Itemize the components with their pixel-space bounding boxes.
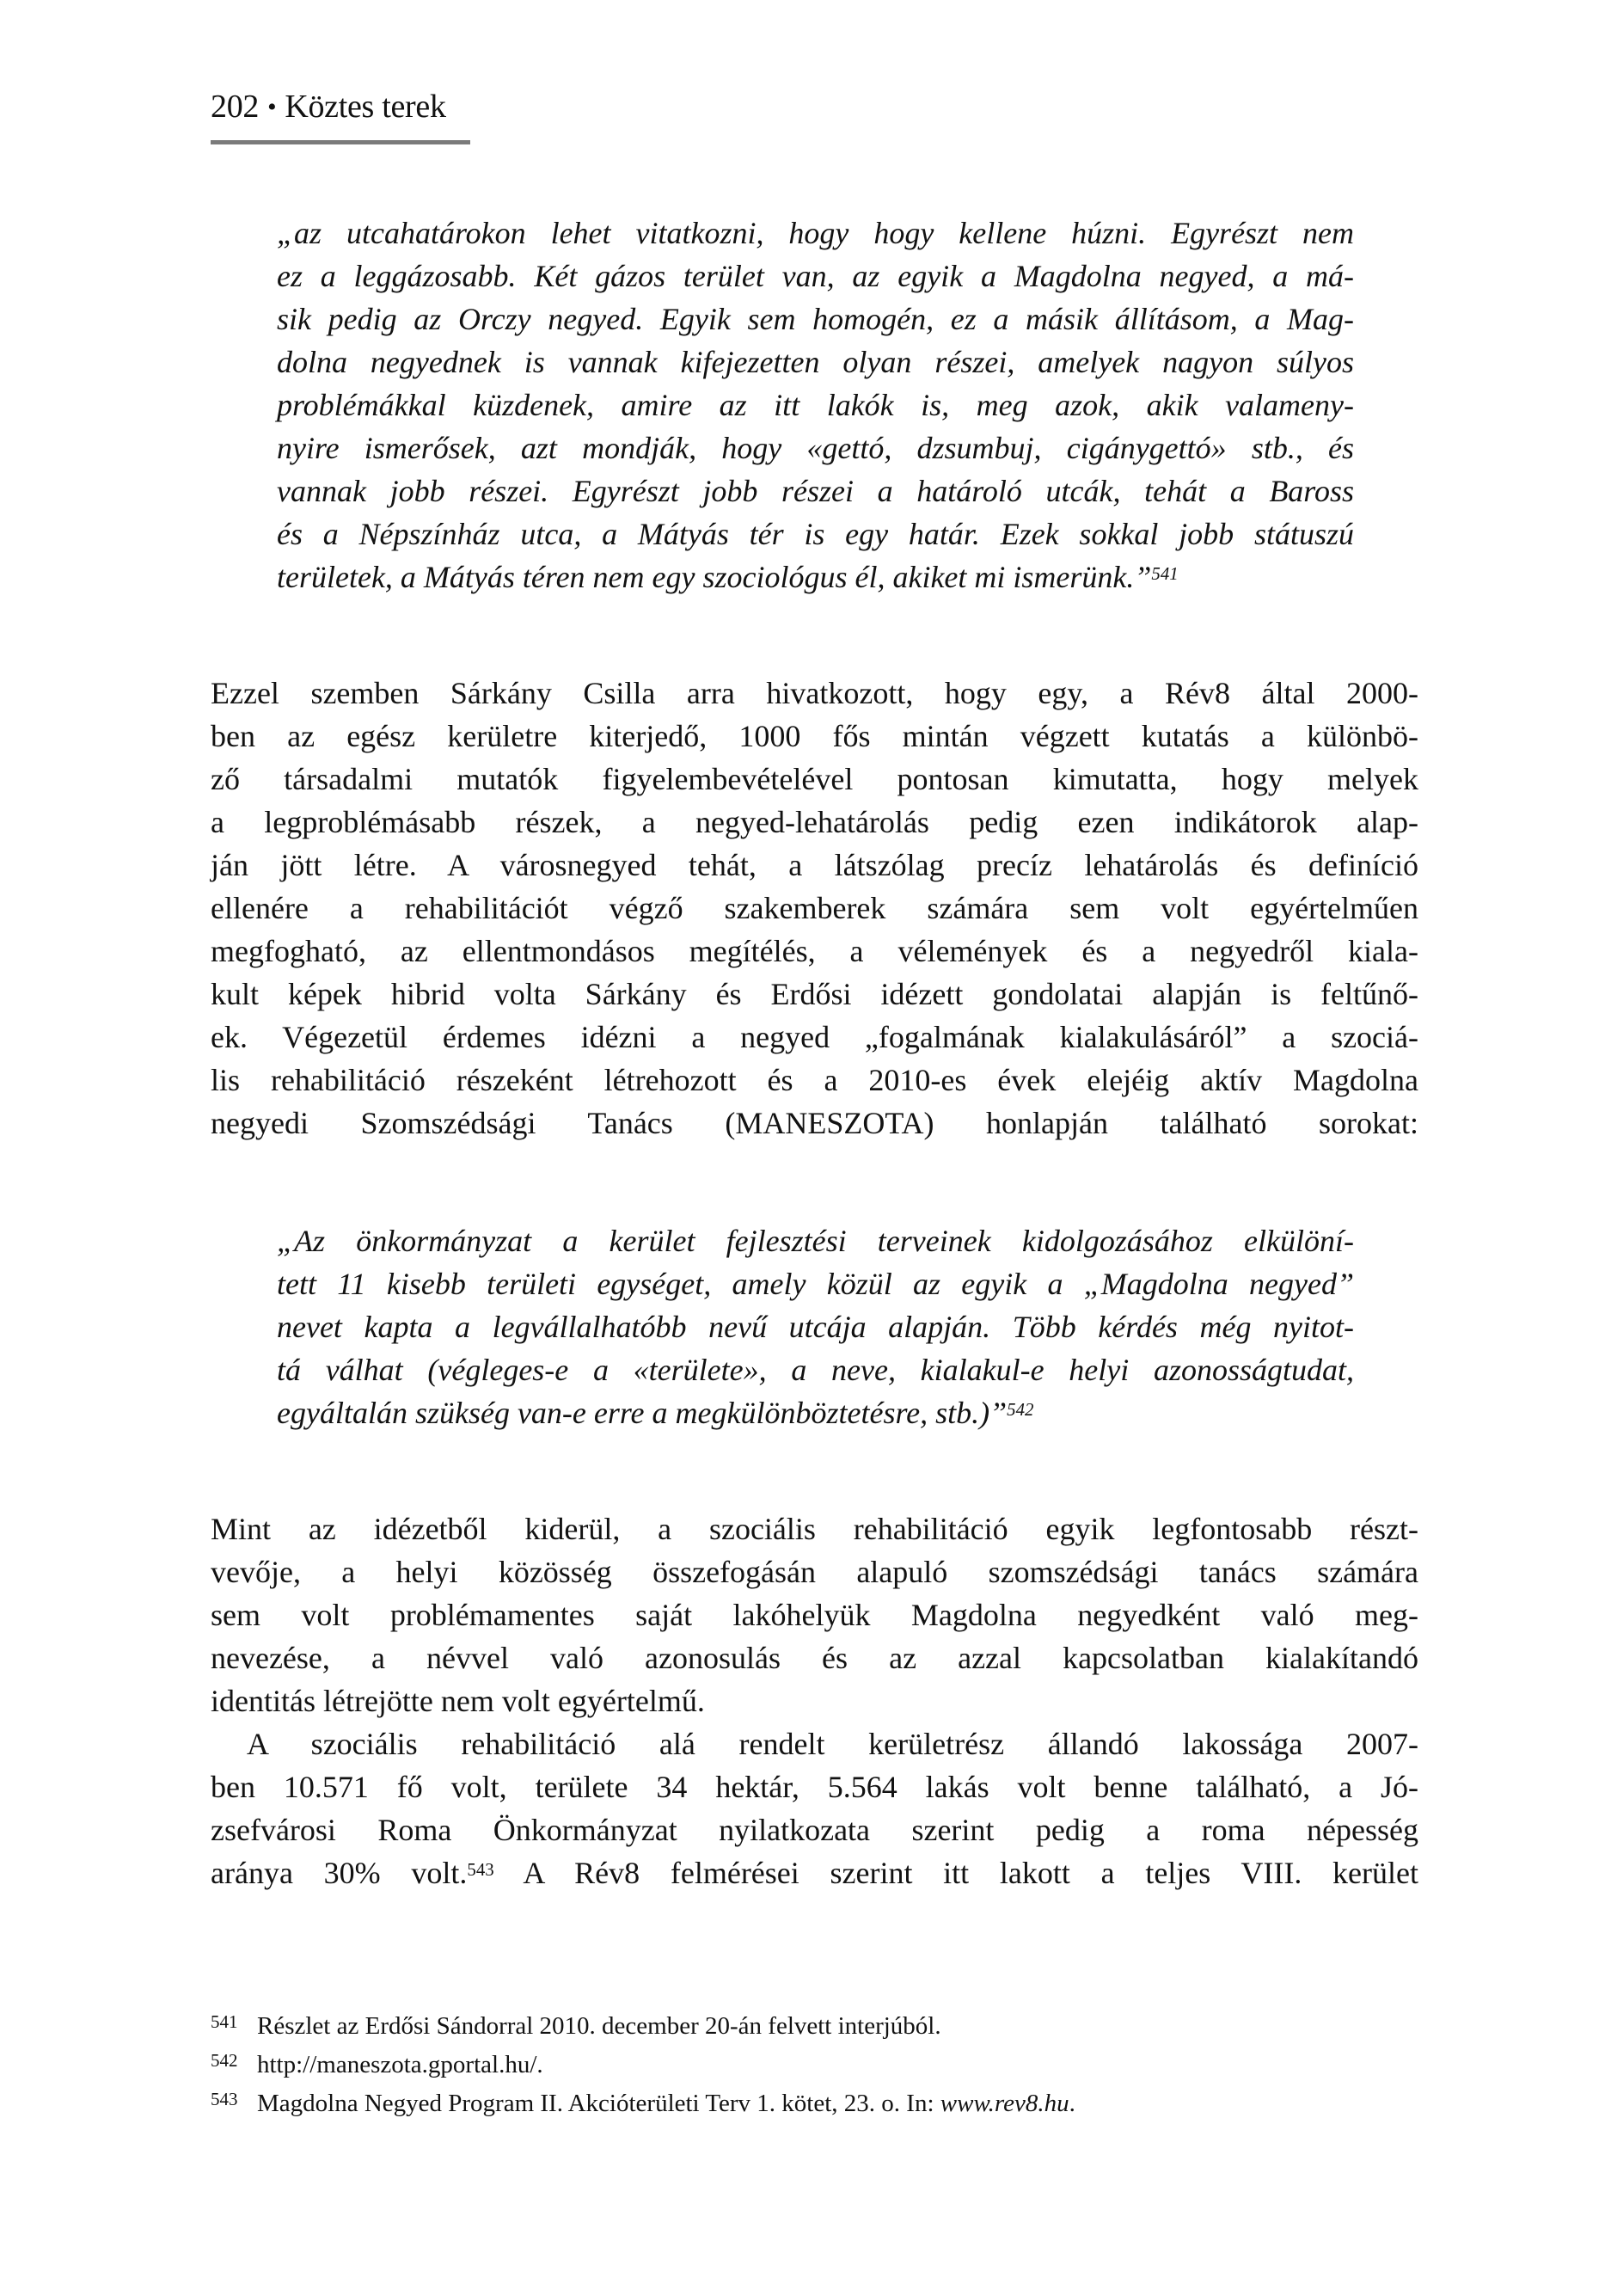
text-line: Ezzel szemben Sárkány Csilla arra hivatkozott, hogy egy, a Rév8 által 2000- (211, 676, 1418, 710)
text-line: ez a leggázosabb. Két gázos terület van, az egyik a Magdolna negyed, a má- (277, 259, 1354, 293)
text-line: és a Népszínház utca, a Mátyás tér is egy határ. Ezek sokkal jobb státuszú (277, 517, 1354, 551)
footnote-number: 541 (211, 2011, 238, 2032)
text-line: területek, a Mátyás téren nem egy szociológus él, akiket mi ismerünk.”$^{541}$ (277, 560, 1179, 594)
text-line: sem volt problémamentes saját lakóhelyük Magdolna negyedként való meg- (211, 1598, 1418, 1632)
footnote-text: Magdolna Negyed Program II. Akcióterületi Terv 1. kötet, 23. o. In: www.rev8.hu. (257, 2090, 1075, 2117)
paragraph-2 (211, 1507, 1418, 1722)
footnote-text: http://maneszota.gportal.hu/. (257, 2051, 543, 2078)
footnote-number: 542 (211, 2050, 238, 2071)
header-bullet-icon: • (267, 93, 277, 121)
footnote-number: 543 (211, 2089, 238, 2109)
text-line: nevet kapta a legvállalhatóbb nevű utcája alapján. Több kérdés még nyitot- (277, 1310, 1354, 1344)
text-line: nevezése, a névvel való azonosulás és az azzal kapcsolatban kialakítandó (211, 1641, 1418, 1675)
text-line: zsefvárosi Roma Önkormányzat nyilatkozata szerint pedig a roma népesség (211, 1813, 1418, 1847)
text-line: ján jött létre. A városnegyed tehát, a látszólag precíz lehatárolás és definíció (211, 848, 1418, 882)
text-line: ző társadalmi mutatók figyelembevételével pontosan kimutatta, hogy melyek (211, 762, 1418, 796)
text-line: sik pedig az Orczy negyed. Egyik sem homogén, ez a másik állításom, a Mag- (277, 302, 1354, 336)
footnote-text: Részlet az Erdősi Sándorral 2010. december 20-án felvett interjúból. (257, 2012, 941, 2040)
text-line: ben 10.571 fő volt, területe 34 hektár, 5.564 lakás volt benne található, a Jó- (211, 1770, 1418, 1804)
blockquote-2 (277, 1219, 1354, 1434)
blockquote-1 (277, 212, 1354, 599)
text-line: tett 11 kisebb területi egységet, amely közül az egyik a „Magdolna negyed” (277, 1267, 1354, 1301)
text-line: A szociális rehabilitáció alá rendelt kerületrész állandó lakossága 2007- (247, 1727, 1418, 1761)
text-line: „Az önkormányzat a kerület fejlesztési terveinek kidolgozásához elkülöní- (277, 1224, 1354, 1258)
footnote-item (211, 2008, 1418, 2047)
paragraph-1 (211, 672, 1418, 1145)
header-title: Köztes terek (285, 89, 446, 125)
text-line: vevője, a helyi közösség összefogásán alapuló szomszédsági tanács számára (211, 1555, 1418, 1589)
text-line: ellenére a rehabilitációt végző szakemberek számára sem volt egyértelműen (211, 891, 1418, 925)
text-line: lis rehabilitáció részeként létrehozott és a 2010-es évek elejéig aktív Magdolna (211, 1063, 1418, 1097)
page-number: 202 (211, 89, 260, 125)
footnote-reference: 543 (467, 1858, 494, 1880)
header-rule (211, 140, 470, 144)
text-line: ben az egész kerületre kiterjedő, 1000 fős mintán végzett kutatás a különbö- (211, 719, 1418, 753)
text-line: identitás létrejötte nem volt egyértelmű. (211, 1684, 705, 1718)
text-line: tá válhat (végleges-e a «területe», a neve, kialakul-e helyi azonosságtudat, (277, 1353, 1354, 1387)
text-line: ek. Végezetül érdemes idézni a negyed „fogalmának kialakulásáról” a szociá- (211, 1020, 1418, 1054)
text-line: egyáltalán szükség van-e erre a megkülönböztetésre, stb.)”$^{542}$ (277, 1396, 1034, 1430)
footnote-item (211, 2085, 1418, 2124)
text-line: vannak jobb részei. Egyrészt jobb részei a határoló utcák, tehát a Baross (277, 474, 1354, 508)
text-line: megfogható, az ellentmondásos megítélés, a vélemények és a negyedről kiala- (211, 934, 1418, 968)
running-header (211, 87, 446, 127)
italic-text: www.rev8.hu (940, 2090, 1069, 2117)
paragraph-3 (211, 1722, 1418, 1894)
footnote-item (211, 2047, 1418, 2085)
footnote-reference: 541 (1151, 562, 1179, 584)
footnotes-section (211, 2008, 1418, 2124)
text-line: nyire ismerősek, azt mondják, hogy «gettó, dzsumbuj, cigánygettó» stb., és (277, 431, 1354, 465)
text-line: aránya 30% volt.$^{543}$ A Rév8 felmérései szerint itt lakott a teljes VIII. kerület (211, 1856, 1418, 1890)
text-line: dolna negyednek is vannak kifejezetten olyan részei, amelyek nagyon súlyos (277, 345, 1354, 379)
text-line: a legproblémásabb részek, a negyed-lehatárolás pedig ezen indikátorok alap- (211, 805, 1418, 839)
text-column (211, 0, 1418, 2296)
footnote-reference: 542 (1007, 1398, 1034, 1420)
text-line: Mint az idézetből kiderül, a szociális rehabilitáció egyik legfontosabb részt- (211, 1512, 1418, 1546)
text-line: negyedi Szomszédsági Tanács (MANESZOTA) honlapján található sorokat: (211, 1106, 1418, 1140)
text-line: problémákkal küzdenek, amire az itt lakók is, meg azok, akik valameny- (277, 388, 1354, 422)
text-line: „az utcahatárokon lehet vitatkozni, hogy hogy kellene húzni. Egyrészt nem (277, 216, 1354, 250)
text-line: kult képek hibrid volta Sárkány és Erdősi idézett gondolatai alapján is feltűnő- (211, 977, 1418, 1011)
